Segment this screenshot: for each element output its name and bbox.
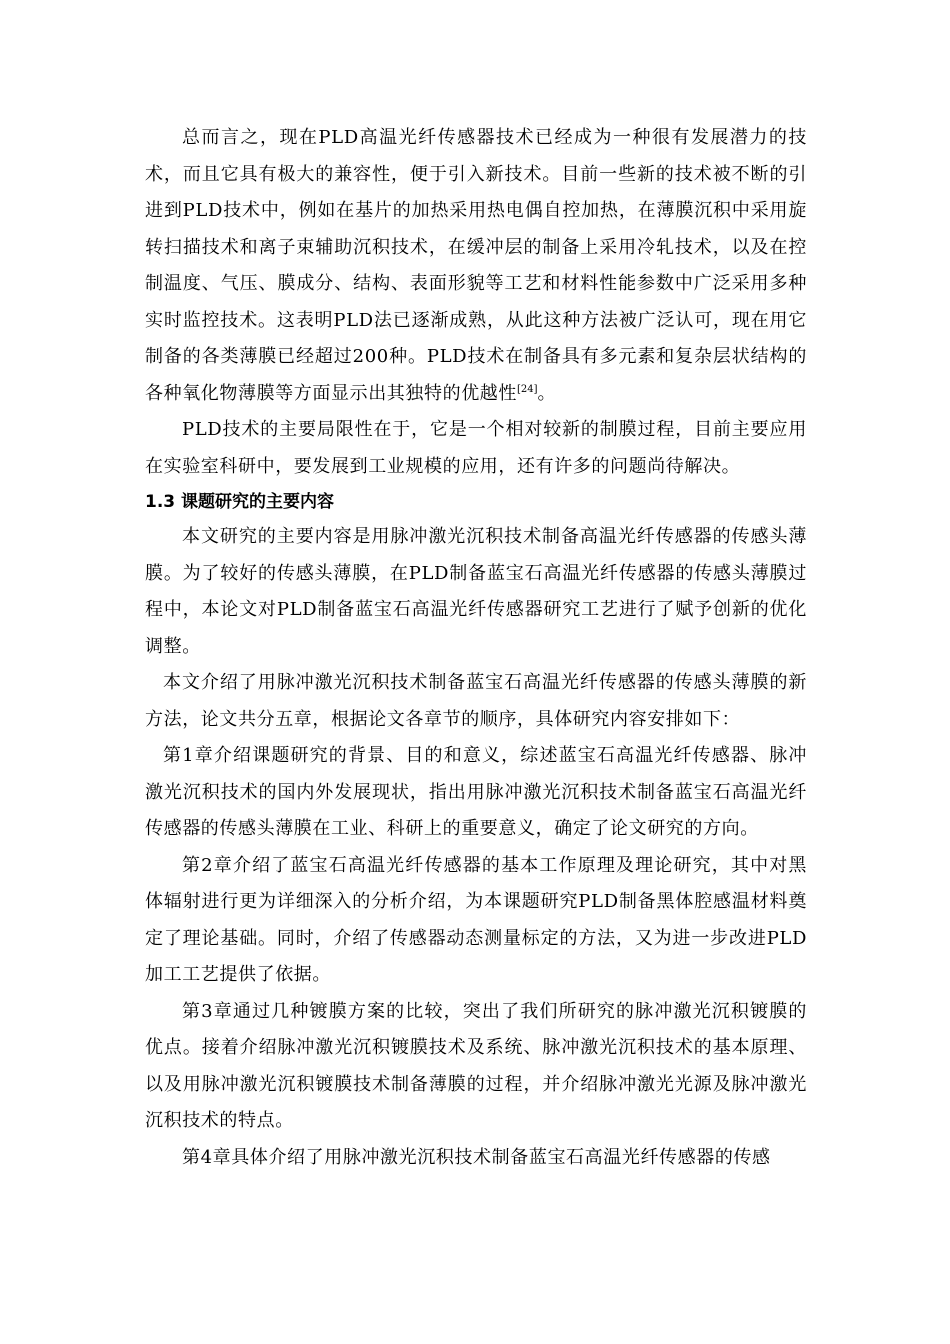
citation-ref: [24] <box>517 383 538 395</box>
paragraph-research-content: 本文研究的主要内容是用脉冲激光沉积技术制备高温光纤传感器的传感头薄膜。为了较好的传感头薄膜，在PLD制备蓝宝石高温光纤传感器的传感头薄膜过程中，本论文对PLD制备蓝宝石高温光纤传感器研究工艺进行了赋予创新的优化调整。 <box>145 526 807 657</box>
document-body <box>145 120 807 1176</box>
section-heading: 1.3 课题研究的主要内容 <box>145 492 335 512</box>
paragraph-summary-text: 总而言之，现在PLD高温光纤传感器技术已经成为一种很有发展潜力的技术，而且它具有极大的兼容性，便于引入新技术。目前一些新的技术被不断的引进到PLD技术中，例如在基片的加热采用热电偶自控加热，在薄膜沉积中采用旋转扫描技术和离子束辅助沉积技术，在缓冲层的制备上采用冷轧技术，以及在控制温度、气压、膜成分、结构、表面形貌等工艺和材料性能参数中广泛采用多种实时监控技术。这表明PLD法已逐渐成熟，从此这种方法被广泛认可，现在用它制备的各类薄膜已经超过200种。PLD技术在制备具有多元素和复杂层状结构的各种氧化物薄膜等方面显示出其独特的优越性 <box>145 127 807 404</box>
paragraph-chapter-3: 第3章通过几种镀膜方案的比较，突出了我们所研究的脉冲激光沉积镀膜的优点。接着介绍脉冲激光沉积镀膜技术及系统、脉冲激光沉积技术的基本原理、以及用脉冲激光沉积镀膜技术制备薄膜的过程，并介绍脉冲激光光源及脉冲激光沉积技术的特点。 <box>145 1000 807 1131</box>
paragraph-chapter-4: 第4章具体介绍了用脉冲激光沉积技术制备蓝宝石高温光纤传感器的传感 <box>182 1146 771 1168</box>
paragraph-thesis-outline: 本文介绍了用脉冲激光沉积技术制备蓝宝石高温光纤传感器的传感头薄膜的新方法，论文共分五章，根据论文各章节的顺序，具体研究内容安排如下： <box>145 672 807 730</box>
paragraph-summary-end: 。 <box>537 382 557 404</box>
paragraph-chapter-1: 第1章介绍课题研究的背景、目的和意义，综述蓝宝石高温光纤传感器、脉冲激光沉积技术的国内外发展现状，指出用脉冲激光沉积技术制备蓝宝石高温光纤传感器的传感头薄膜在工业、科研上的重要意义，确定了论文研究的方向。 <box>145 745 807 839</box>
paragraph-chapter-2: 第2章介绍了蓝宝石高温光纤传感器的基本工作原理及理论研究，其中对黑体辐射进行更为详细深入的分析介绍，为本课题研究PLD制备黑体腔感温材料奠定了理论基础。同时，介绍了传感器动态测量标定的方法，又为进一步改进PLD加工工艺提供了依据。 <box>145 854 807 985</box>
paragraph-limitations: PLD技术的主要局限性在于，它是一个相对较新的制膜过程，目前主要应用在实验室科研中，要发展到工业规模的应用，还有许多的问题尚待解决。 <box>145 419 807 477</box>
paragraph-summary <box>145 120 807 412</box>
